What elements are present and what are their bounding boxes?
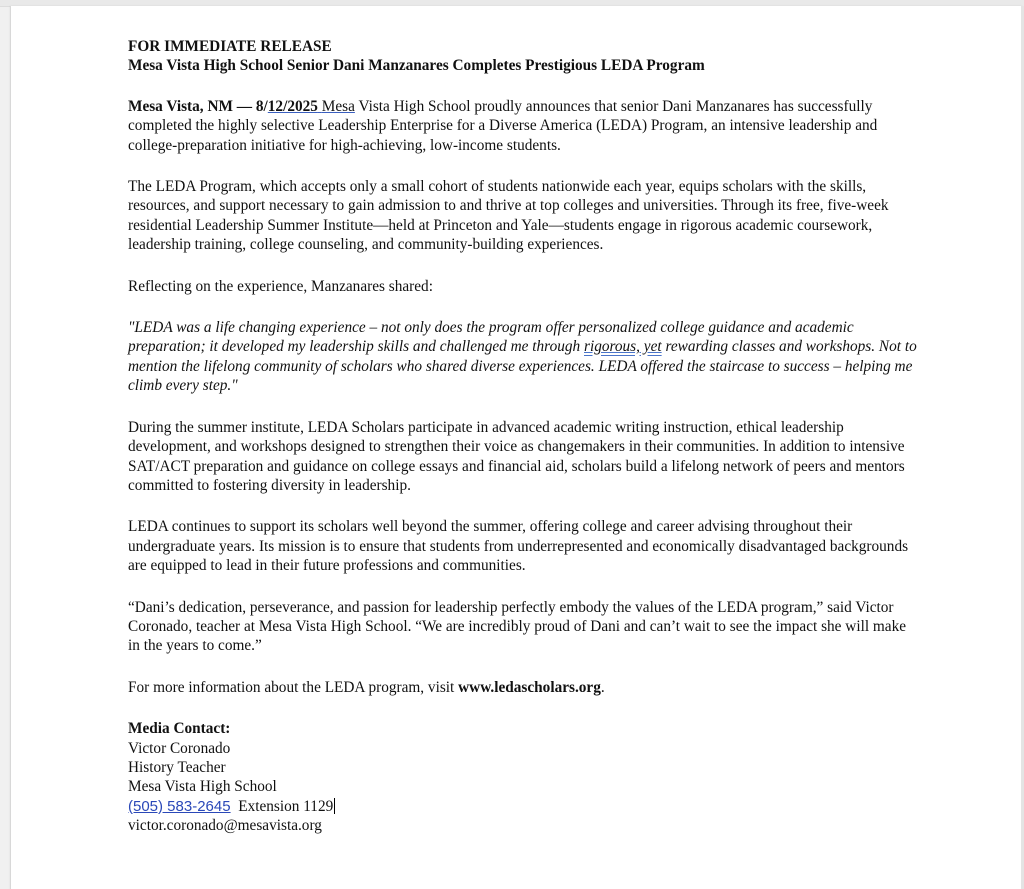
website-link[interactable]: www.ledascholars.org (458, 678, 601, 696)
phone-link[interactable]: (505) 583-2645 (128, 797, 231, 815)
paragraph-more-info (128, 678, 918, 697)
grammar-flag[interactable]: rigorous, yet (584, 338, 662, 356)
contact-title: History Teacher (128, 758, 226, 776)
release-line: FOR IMMEDIATE RELEASE (128, 38, 332, 55)
more-info-end: . (600, 678, 605, 696)
quote-end: rewarding classes and workshops. Not to mention the lifelong community of scholars who shared diverse experiences. LEDA offered the staircase to success – helping me climb every step." (128, 338, 917, 395)
headline: Mesa Vista High School Senior Dani Manzanares Completes Prestigious LEDA Program (128, 57, 705, 75)
contact-phone-line (128, 797, 918, 816)
media-contact-heading: Media Contact: (128, 720, 231, 738)
paragraph-teacher-quote: “Dani’s dedication, perseverance, and passion for leadership perfectly embody the values of the LEDA program,” said Victor Coronado, teacher at Mesa Vista High School. “We are incredibly proud of Dani and can’t wait to see the impact she will make in the years to come.” (128, 598, 907, 655)
dateline-mesa: Mesa (321, 97, 355, 115)
paragraph-program: The LEDA Program, which accepts only a small cohort of students nationwide each year, equips scholars with the skills, resources, and support necessary to gain admission to and thrive at top colleges and universities. Through its free, five-week residential Leadership Summer Institute—held at Princeton and Yale—students engage in rigorous academic coursework, leadership training, college counseling, and community-building experiences. (128, 178, 889, 254)
contact-school: Mesa Vista High School (128, 778, 277, 796)
text-cursor (334, 798, 335, 814)
dateline-date: 12/2025 (267, 97, 318, 115)
more-info-text: For more information about the LEDA program, visit (128, 678, 459, 696)
quote-start: "LEDA was a life changing experience – not only does the program offer personalized college guidance and academic preparation; it developed my leadership skills and challenged me through (128, 319, 854, 356)
paragraph-intro (128, 97, 918, 155)
paragraph-support: LEDA continues to support its scholars well beyond the summer, offering college and career advising throughout their undergraduate years. Its mission is to ensure that students from underrepresented and economically disadvantaged backgrounds are equipped to lead in their future professions and communities. (128, 518, 909, 575)
phone-extension: Extension 1129 (230, 797, 334, 815)
paragraph-quote (128, 318, 918, 396)
contact-email: victor.coronado@mesavista.org (128, 817, 322, 835)
paragraph-reflecting: Reflecting on the experience, Manzanares shared: (128, 277, 433, 295)
paragraph-institute: During the summer institute, LEDA Scholars participate in advanced academic writing instruction, ethical leadership development, and workshops designed to strengthen their voice as changemakers in their communities. In addition to intensive SAT/ACT preparation and guidance on college essays and financial aid, scholars build a lifelong network of peers and mentors committed to fostering diversity in leadership. (128, 418, 905, 494)
document-body[interactable] (128, 37, 918, 836)
contact-name: Victor Coronado (128, 739, 231, 757)
intro-text: Vista High School proudly announces that senior Dani Manzanares has successfully completed the highly selective Leadership Enterprise for a Diverse America (LEDA) Program, an intensive leadership and college-preparation initiative for high-achieving, low-income students. (128, 97, 878, 154)
document-page[interactable] (10, 6, 1022, 889)
dateline: Mesa Vista, NM — 8/ (128, 97, 268, 115)
